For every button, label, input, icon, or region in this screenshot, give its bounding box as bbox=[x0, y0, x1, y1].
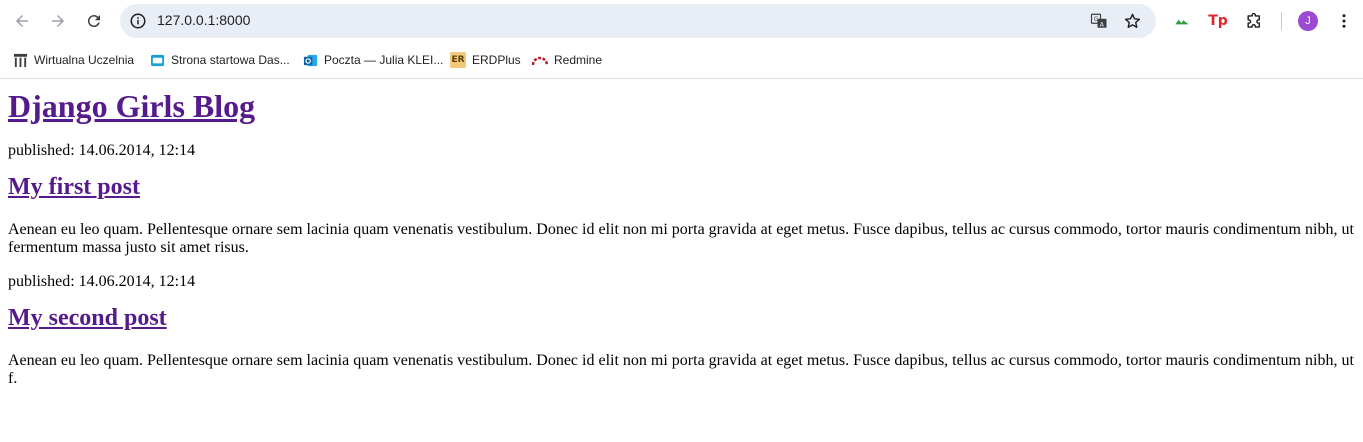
bookmark-star-icon[interactable] bbox=[1122, 11, 1142, 31]
tp-extension-label: Tp bbox=[1208, 13, 1228, 29]
browser-menu-icon[interactable] bbox=[1334, 10, 1354, 32]
post-1-text: Aenean eu leo quam. Pellentesque ornare sem lacinia quam venenatis vestibulum. Donec id elit non mi porta gravida at eget metus. Fusce dapibus, tellus ac cursus commodo, tortor mauris condimentum nibh, ut fermentum massa justo sit amet risus. bbox=[8, 221, 1354, 256]
bookmark-label: Strona startowa Das... bbox=[171, 53, 290, 67]
extensions-puzzle-icon[interactable] bbox=[1243, 10, 1265, 32]
bookmark-label: ERDPlus bbox=[472, 53, 521, 67]
er-icon bbox=[450, 52, 466, 68]
redmine-icon bbox=[532, 52, 548, 68]
columns-icon bbox=[12, 52, 28, 68]
page-content bbox=[0, 88, 1363, 388]
reload-icon bbox=[85, 12, 103, 30]
svg-text:A: A bbox=[1099, 21, 1104, 29]
er-icon-text: ER bbox=[451, 55, 465, 65]
post-1-title-link[interactable]: My first post bbox=[8, 174, 140, 200]
forward-button[interactable] bbox=[46, 9, 70, 33]
toolbar-divider bbox=[1281, 12, 1282, 30]
address-bar[interactable] bbox=[120, 4, 1156, 38]
post-2-text: Aenean eu leo quam. Pellentesque ornare sem lacinia quam venenatis vestibulum. Donec id elit non mi porta gravida at eget metus. Fusce dapibus, tellus ac cursus commodo, tortor mauris condimentum nibh, ut f. bbox=[8, 352, 1354, 387]
bookmark-label: Poczta — Julia KLEI... bbox=[324, 53, 444, 67]
dashboard-icon bbox=[149, 52, 165, 68]
browser-toolbar bbox=[0, 0, 1363, 42]
translate-icon[interactable] bbox=[1089, 11, 1109, 31]
reload-button[interactable] bbox=[82, 9, 106, 33]
site-info-icon[interactable] bbox=[129, 12, 147, 30]
bookmark-wirtualna-uczelnia[interactable] bbox=[12, 50, 134, 70]
bookmark-poczta[interactable] bbox=[302, 50, 443, 70]
post-1 bbox=[8, 142, 1355, 257]
tp-extension-icon[interactable] bbox=[1207, 10, 1229, 32]
outlook-icon bbox=[302, 52, 318, 68]
bookmark-strona-startowa[interactable] bbox=[149, 50, 290, 70]
bookmarks-bar bbox=[0, 42, 1363, 79]
bookmark-erdplus[interactable] bbox=[450, 50, 521, 70]
post-2-published: published: 14.06.2014, 12:14 bbox=[8, 273, 196, 290]
url-text[interactable]: 127.0.0.1:8000 bbox=[157, 12, 251, 28]
bookmark-label: Redmine bbox=[554, 53, 603, 67]
post-1-published: published: 14.06.2014, 12:14 bbox=[8, 142, 196, 159]
green-extension-icon[interactable] bbox=[1171, 10, 1193, 32]
arrow-left-icon bbox=[13, 12, 31, 30]
post-2 bbox=[8, 273, 1355, 388]
profile-avatar[interactable]: J bbox=[1298, 11, 1318, 31]
blog-title-link[interactable]: Django Girls Blog bbox=[8, 88, 256, 124]
bookmark-redmine[interactable] bbox=[532, 50, 602, 70]
post-1-heading bbox=[8, 173, 1355, 201]
bookmark-label: Wirtualna Uczelnia bbox=[34, 53, 135, 67]
blog-title bbox=[8, 88, 1355, 125]
svg-text:G: G bbox=[1093, 16, 1099, 23]
post-2-title-link[interactable]: My second post bbox=[8, 305, 167, 331]
back-button[interactable] bbox=[10, 9, 34, 33]
post-2-heading bbox=[8, 304, 1355, 332]
arrow-right-icon bbox=[49, 12, 67, 30]
